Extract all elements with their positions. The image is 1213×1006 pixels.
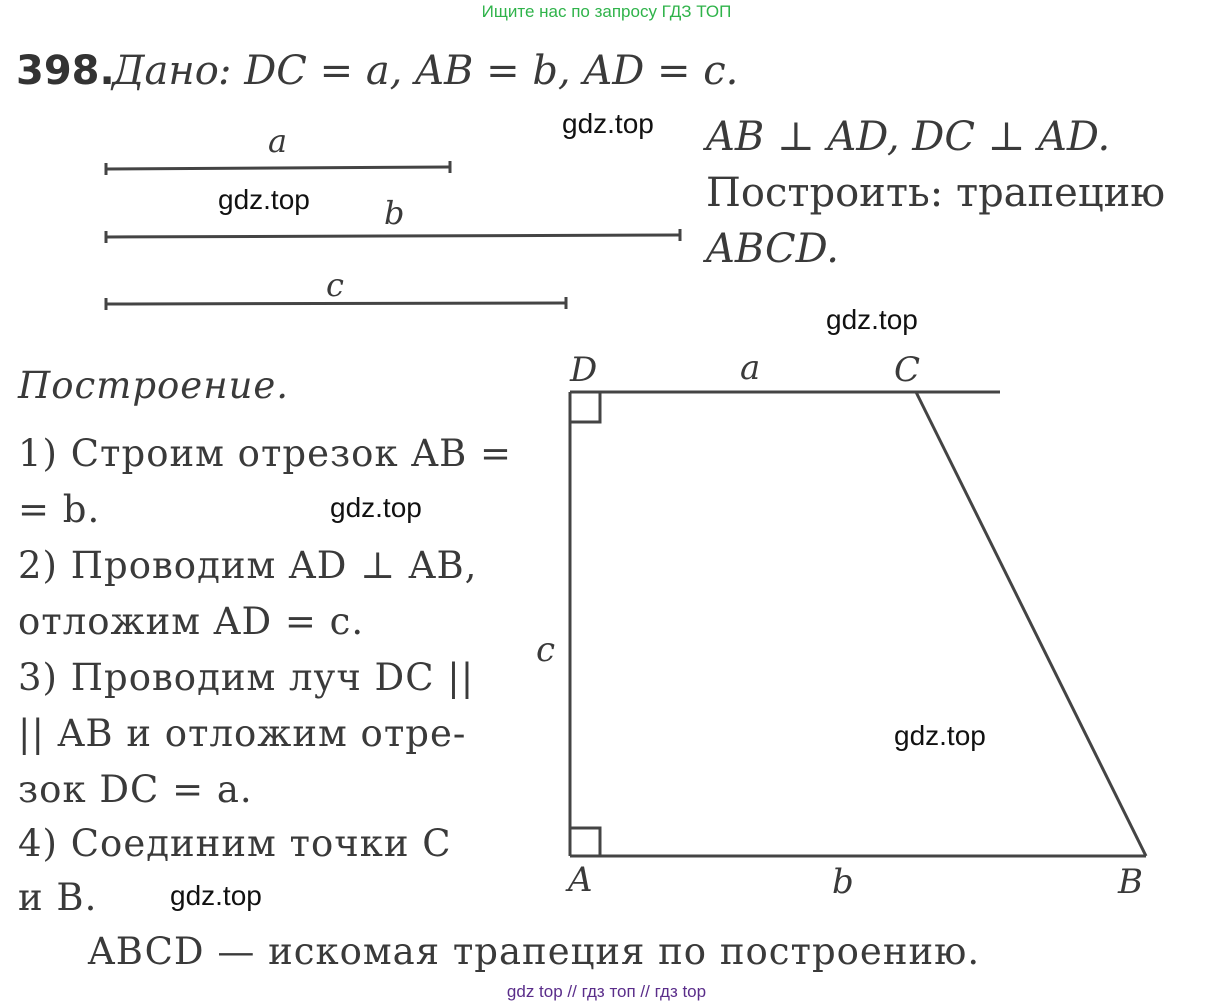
segment-b-label: b [384, 194, 405, 232]
watermark: gdz.top [562, 108, 654, 139]
solution-line: зок DC = a. [18, 768, 253, 811]
point-b-label: B [1118, 862, 1143, 902]
side-a-label: a [740, 348, 761, 388]
given-perpendiculars: AB ⊥ AD, DC ⊥ AD. [706, 114, 1111, 160]
segment-a [106, 167, 450, 169]
footer-links[interactable]: gdz top // гдз топ // гдз top [506, 982, 707, 1001]
solution-line: = b. [18, 488, 101, 531]
solution-conclusion: ABCD — искомая трапеция по построению. [88, 930, 981, 973]
watermark: gdz.top [218, 184, 310, 215]
solution-line: || AB и отложим отре- [18, 712, 467, 755]
solution-line: 1) Строим отрезок AB = [18, 432, 513, 475]
solution-line: 2) Проводим AD ⊥ AB, [18, 544, 478, 587]
problem-number: 398. [16, 48, 115, 94]
watermark: gdz.top [330, 492, 422, 523]
solution-heading: Построение. [18, 364, 290, 407]
point-a-label: A [568, 860, 593, 900]
solution-line: 3) Проводим луч DC || [18, 656, 475, 699]
point-c-label: C [894, 350, 921, 390]
given-label: Дано [112, 48, 219, 94]
segment-c-label: c [326, 266, 344, 304]
watermark: gdz.top [894, 720, 986, 751]
task-line-1: Построить: трапецию [706, 170, 1166, 216]
solution-line: и B. [18, 876, 98, 919]
task-line-2: ABCD. [706, 226, 839, 272]
side-cb [916, 392, 1146, 856]
segment-b [106, 235, 680, 237]
solution-line: 4) Соединим точки C [18, 822, 452, 865]
right-angle-a [570, 828, 600, 856]
given-expression: : DC = a, AB = b, AD = c. [218, 48, 739, 94]
search-hint[interactable]: Ищите нас по запросу ГДЗ ТОП [481, 2, 732, 21]
point-d-label: D [570, 350, 598, 390]
side-c-label: c [536, 630, 556, 670]
right-angle-d [570, 392, 600, 422]
watermark: gdz.top [170, 880, 262, 911]
watermark: gdz.top [826, 304, 918, 335]
side-b-label: b [832, 862, 854, 902]
solution-line: отложим AD = c. [18, 600, 365, 643]
segment-a-label: a [268, 122, 288, 160]
